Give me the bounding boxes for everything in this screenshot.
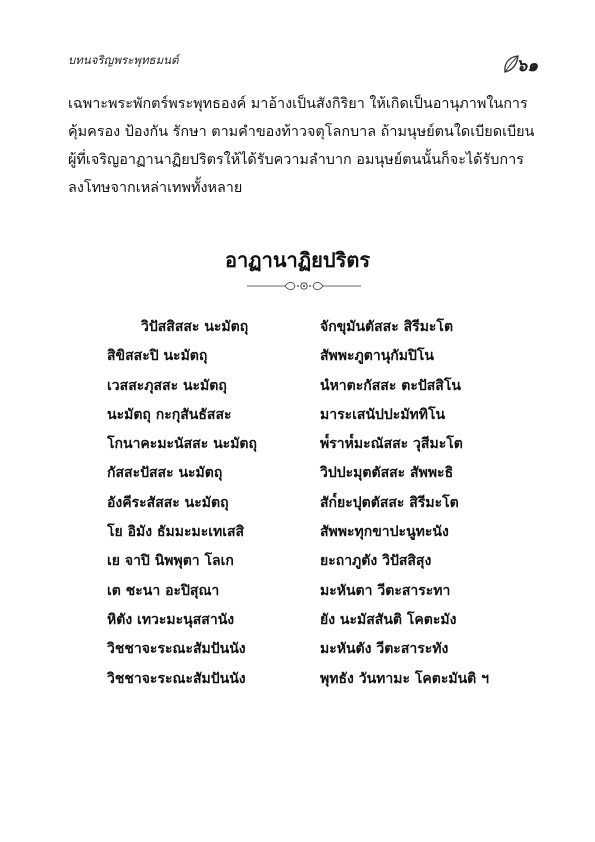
verse-right: สัก๎ยะปุตตัสสะ สิรีมะโต: [320, 494, 459, 511]
page-number: [500, 52, 538, 78]
divider-ornament-icon: [247, 278, 361, 294]
verse-row: [0, 404, 595, 433]
verse-row: [0, 580, 595, 609]
verse-right: มาระเสนัปปะมัททิโน: [320, 406, 446, 423]
verse-left: นะมัตถุ กะกุสันธัสสะ: [107, 406, 232, 423]
page-number-text: ๖๑: [516, 55, 538, 76]
verse-left: วิชชาจะระณะสัมปันนัง: [107, 670, 246, 687]
verse-right: พุทธัง วันทามะ โคตะมันติ ฯ: [320, 670, 489, 687]
verse-row: [0, 345, 595, 374]
verse-row: [0, 668, 595, 697]
verse-left: กัสสะปัสสะ นะมัตถุ: [107, 465, 223, 482]
verse-left: วิชชาจะระณะสัมปันนัง: [107, 641, 246, 658]
verse-left: เวสสะภุสสะ นะมัตถุ: [107, 377, 227, 394]
verse-right: จักขุมันตัสสะ สิรีมะโต: [320, 319, 454, 335]
verse-right: ยัง นะมัสสันติ โคตะมัง: [320, 611, 457, 628]
verse-row: [0, 521, 595, 550]
verse-row: [0, 550, 595, 579]
verse-left: เต ชะนา อะปิสุณา: [107, 582, 220, 599]
verse-row: [0, 316, 595, 345]
verse-right: สัพพะทุกขาปะนูทะนัง: [320, 524, 449, 541]
verse-right: ยะถาภูตัง วิปัสสิสุง: [320, 553, 432, 570]
intro-line: ผู้ที่เจริญอาฏานาฏิยปริตรให้ได้รับความลำบาก อมนุษย์ตนนั้นก็จะได้รับการ: [68, 152, 524, 168]
verse-right: มะหันตัง วีตะสาระทัง: [320, 641, 449, 658]
verse-right: สัพพะภูตานุกัมปิโน: [320, 348, 434, 365]
intro-paragraph: [68, 90, 540, 202]
verse-left: สิขิสสะปิ นะมัตถุ: [107, 348, 208, 365]
verse-right: มะหันตา วีตะสาระทา: [320, 582, 451, 599]
intro-line: เฉพาะพระพักตร์พระพุทธองค์ มาอ้างเป็นสังกิริยา ให้เกิดเป็นอานุภาพในการ: [68, 96, 528, 112]
verse-right: นํหาตะกัสสะ ตะปัสสิโน: [320, 377, 461, 394]
verse-left: อังคีระสัสสะ นะมัตถุ: [107, 494, 229, 511]
verse-row: [0, 433, 595, 462]
verse-left: โย อิมัง ธัมมะมะเทเสสิ: [107, 524, 245, 541]
verse-row: [0, 462, 595, 491]
section-title: อาฏานาฏิยปริตร: [224, 248, 371, 272]
verse-list: [0, 316, 595, 697]
verse-row: [0, 638, 595, 667]
verse-row: [0, 492, 595, 521]
verse-right: พ๎ราห๎มะณัสสะ วุสีมะโต: [320, 436, 463, 453]
verse-left: เย จาปิ นิพพุตา โลเก: [107, 553, 234, 570]
verse-right: วิปปะมุตตัสสะ สัพพะธิ: [320, 465, 454, 482]
intro-line: คุ้มครอง ป้องกัน รักษา ตามคำของท้าวจตุโลกบาล ถ้ามนุษย์ตนใดเบียดเบียน: [68, 124, 535, 140]
verse-row: [0, 375, 595, 404]
verse-left: โกนาคะมะนัสสะ นะมัตถุ: [107, 436, 258, 453]
verse-row: [0, 609, 595, 638]
verse-left: หิตัง เทวะมะนุสสานัง: [107, 611, 235, 628]
verse-left: วิปัสสิสสะ นะมัตถุ: [141, 319, 249, 335]
intro-line: ลงโทษจากเหล่าเทพทั้งหลาย: [68, 180, 243, 196]
running-header: บทนจริญพระพุทธมนต์: [68, 53, 179, 67]
